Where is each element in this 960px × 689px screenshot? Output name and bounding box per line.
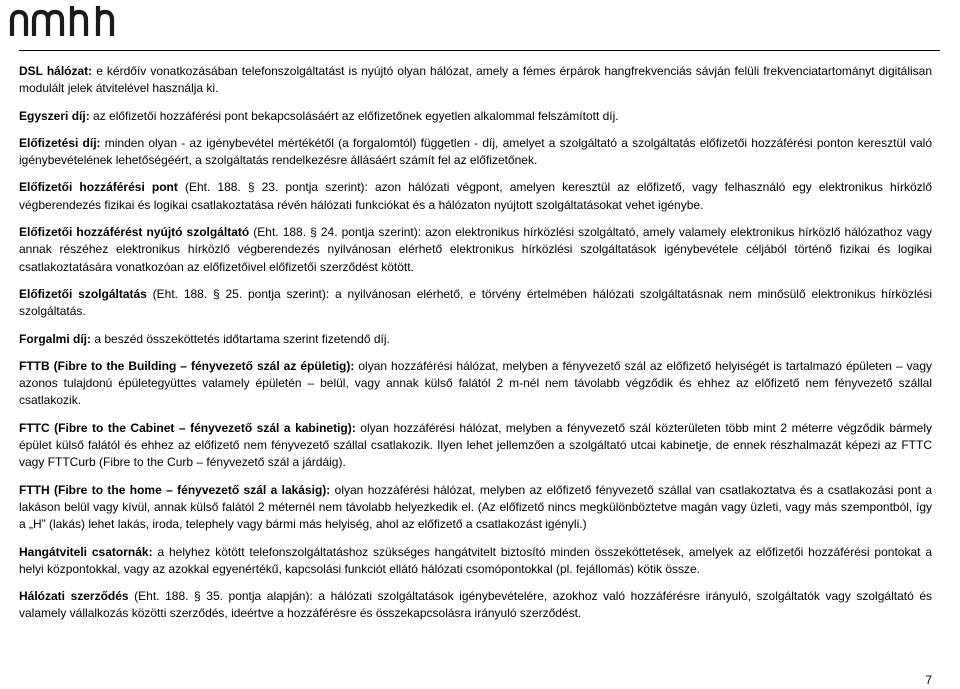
definition-text: az előfizetői hozzáférési pont bekapcsolásáért az előfizetőnek egyetlen alkalommal felszámított díj. xyxy=(89,108,619,123)
definition-text: (Eht. 188. § 25. pontja szerint): a nyilvánosan elérhető, e törvény értelmében hálózati szolgáltatásnak nem minősülő elektronikus hírközlési szolgáltatás. xyxy=(19,286,932,319)
definition-paragraph xyxy=(19,544,932,579)
definition-term: Hangátviteli csatornák: xyxy=(19,544,153,559)
definition-paragraph xyxy=(19,63,932,98)
definition-text: a beszéd összeköttetés időtartama szerint fizetendő díj. xyxy=(91,331,390,346)
definition-paragraph xyxy=(19,179,932,214)
definition-term: FTTB (Fibre to the Building – fényvezető szál az épületig): xyxy=(19,358,355,373)
definition-text: a helyhez kötött telefonszolgáltatáshoz szükséges hangátvitelt biztosító minden összeköttetések, amelyek az előfizetői hozzáférési pontokat a helyi központokkal, vagy az azokkal egyenértékű, kapcsolási funkciót ellátó hálózati csomópontokkal (pl. fejállomás) kötik össze. xyxy=(19,544,932,576)
definition-paragraph xyxy=(19,108,932,125)
definition-term: FTTH (Fibre to the home – fényvezető szál a lakásig): xyxy=(19,482,331,497)
definition-term: Forgalmi díj: xyxy=(19,331,91,346)
definition-text: (Eht. 188. § 23. pontja szerint): azon hálózati végpont, amelyen keresztül az előfizető, vagy felhasználó egy elektronikus hírközlő végberendezés fizikai és logikai csatlakoztatása révén hálózati funkciókat és a hálózaton nyújtott szolgáltatásokat vehet igénybe. xyxy=(19,180,932,212)
definition-text: olyan hozzáférési hálózat, melyben a fényvezető szál az előfizető helyiségét is tartalmazó épületen – vagy azonos tulajdonú épületegyüttes valamely épületén – belül, vagy annak külső falától 2 m-nél nem távolabb végződik és ehhez az előfizető nem fényvezető szállal csatlakozik. xyxy=(19,358,933,408)
definition-text: (Eht. 188. § 24. pontja szerint): azon elektronikus hírközlési szolgáltató, amely valamely elektronikus hírközlő hálózathoz vagy annak részéhez elektronikus hírközlő végberendezés nyilvánosan elérhető elektronikus hírközlési szolgáltatások igénybevétele céljából történő fizikai és logikai csatlakoztatására vonatkozóan az előfizetőivel előfizetői szerződést kötött. xyxy=(19,225,932,274)
definition-text: olyan hozzáférési hálózat, melyben az előfizető fényvezető szállal van csatlakoztatva és a csatlakozási pont a lakáson belül vagy kívül, annak külső falától 2 méternél nem távolabb helyezkedik el. (Az előfizető nincs megkülönböztetve magán vagy üzleti, vagy más szempontból, így a „H” (lakás) lehet lakás, iroda, telephely vagy bármi más helyiség, ahol az előfizető a csatlakozást igényli.) xyxy=(19,482,933,532)
definition-text: olyan hozzáférési hálózat, melyben a fényvezető szál közterületen több mint 2 méterre végződik bármely épület külső falától és ehhez az előfizető nem fényvezető szállal csatlakozik. Ilyen lehet jellemzően a szolgáltató utcai kabinetje, de ennek részhalmazát képezi az FTTC vagy FTTCurb (Fibre to the Curb – fényvezető szál a járdáig). xyxy=(19,420,933,470)
definition-paragraph xyxy=(19,224,932,276)
definition-paragraph xyxy=(19,358,932,410)
definition-term: Előfizetői hozzáférési pont xyxy=(19,180,178,195)
header-divider xyxy=(19,50,940,51)
definition-term: Előfizetői szolgáltatás xyxy=(19,286,147,301)
definition-paragraph xyxy=(19,331,932,348)
nmhh-logo xyxy=(6,2,130,38)
definition-paragraph xyxy=(19,420,932,472)
definition-paragraph xyxy=(19,135,932,170)
definition-text: e kérdőív vonatkozásában telefonszolgáltatást is nyújtó olyan hálózat, amely a fémes érpárok hangfrekvenciás sávján felüli frekvenciatartományt digitálisan modulált jelek átvitelével használja ki. xyxy=(19,64,933,96)
page-number: 7 xyxy=(925,673,932,687)
definition-term: Hálózati szerződés xyxy=(19,589,129,604)
definitions-list xyxy=(19,63,932,633)
definition-paragraph xyxy=(19,482,932,534)
definition-paragraph xyxy=(19,286,932,321)
definition-term: Előfizetési díj: xyxy=(19,135,101,150)
definition-term: Előfizetői hozzáférést nyújtó szolgáltató xyxy=(19,225,250,240)
definition-term: Egyszeri díj: xyxy=(19,108,90,123)
definition-text: (Eht. 188. § 35. pontja alapján): a hálózati szolgáltatások igénybevételére, azokhoz való hozzáférésre irányuló, szolgáltatók vagy szolgáltató és valamely vállalkozás közötti szerződés, ideértve a hozzáférésre és összekapcsolásra irányuló szerződést. xyxy=(19,589,932,621)
definition-term: DSL hálózat: xyxy=(19,64,93,78)
definition-paragraph xyxy=(19,588,932,623)
definition-text: minden olyan - az igénybevétel mértékétől (a forgalomtól) független - díj, amelyet a szolgáltató a szolgáltatás előfizetői hozzáférési ponton keresztül való igénybevételének lehetőségéért, a szolgáltatás rendelkezésre állásáért számít fel az előfizetőnek. xyxy=(19,135,932,168)
definition-term: FTTC (Fibre to the Cabinet – fényvezető szál a kabinetig): xyxy=(19,420,356,435)
